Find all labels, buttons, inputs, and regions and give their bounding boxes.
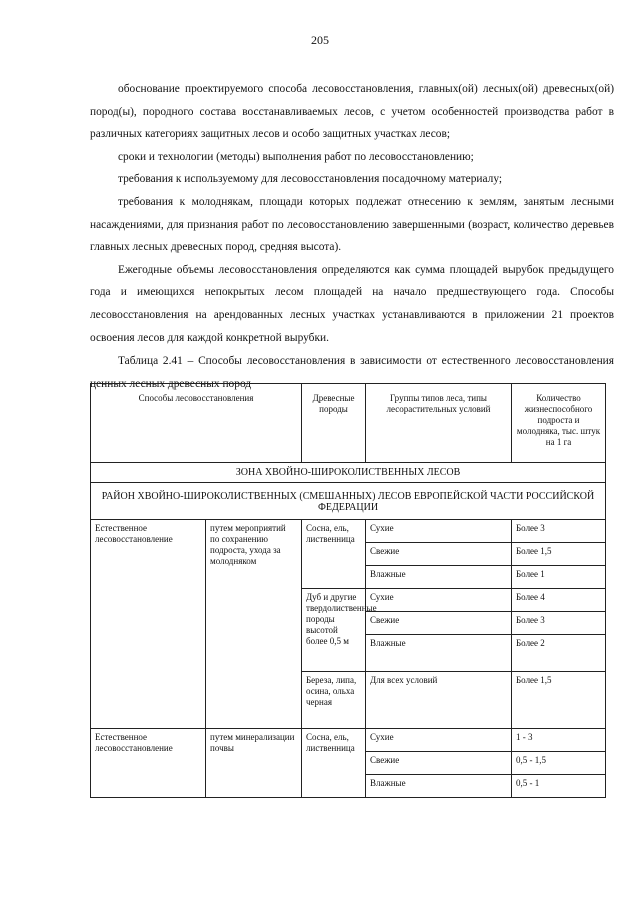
zone-title: ЗОНА ХВОЙНО-ШИРОКОЛИСТВЕННЫХ ЛЕСОВ	[91, 463, 606, 483]
page-number: 205	[311, 33, 329, 47]
condition-cell: Свежие	[366, 752, 512, 775]
species-cell: Дуб и другие твердолиственные породы высотой более 0,5 м	[302, 589, 366, 672]
zone-row	[91, 463, 606, 483]
table-row	[91, 520, 606, 543]
quantity-cell: Более 1	[512, 566, 606, 589]
condition-cell: Сухие	[366, 520, 512, 543]
region-title: РАЙОН ХВОЙНО-ШИРОКОЛИСТВЕННЫХ (СМЕШАННЫХ) ЛЕСОВ ЕВРОПЕЙСКОЙ ЧАСТИ РОССИЙСКОЙ ФЕДЕРАЦИИ	[91, 483, 606, 520]
header-quantity: Количество жизнеспособного подроста и молодняка, тыс. штук на 1 га	[512, 384, 606, 463]
quantity-cell: Более 1,5	[512, 543, 606, 566]
quantity-cell: Более 2	[512, 635, 606, 672]
header-conditions: Группы типов леса, типы лесорастительных условий	[366, 384, 512, 463]
method-cell: Естественное лесовосстановление	[91, 729, 206, 798]
condition-cell: Влажные	[366, 635, 512, 672]
table-caption: Таблица 2.41 – Способы лесовосстановления в зависимости от естественного лесовосстановления ценных лесных древесных пород	[90, 355, 614, 390]
paragraph: сроки и технологии (методы) выполнения работ по лесовосстановлению;	[118, 150, 474, 163]
paragraph: требования к используемому для лесовосстановления посадочному материалу;	[118, 173, 503, 186]
header-method: Способы лесовосстановления	[91, 384, 302, 463]
paragraph: обоснование проектируемого способа лесовосстановления, главных(ой) лесных(ой) древесных(ой) пород(ы), породного состава восстанавливаемых лесов, с учетом особенностей производства работ в различных категориях защитных лесов и особо защитных участках лесов;	[90, 83, 614, 141]
paragraph: требования к молоднякам, площади которых подлежат отнесению к землям, занятым лесными насаждениями, для признания работ по лесовосстановлению завершенными (возраст, количество деревьев главных лесных древесных пород, средняя высота).	[90, 195, 614, 254]
measure-cell: путем мероприятий по сохранению подроста, ухода за молодняком	[206, 520, 302, 729]
table-header-row	[91, 384, 606, 463]
region-row	[91, 483, 606, 520]
species-cell: Сосна, ель, лиственница	[302, 520, 366, 589]
quantity-cell: 0,5 - 1,5	[512, 752, 606, 775]
reforestation-methods-table	[90, 383, 606, 798]
header-species: Древесные породы	[302, 384, 366, 463]
quantity-cell: Более 3	[512, 520, 606, 543]
condition-cell: Сухие	[366, 589, 512, 612]
condition-cell: Влажные	[366, 566, 512, 589]
quantity-cell: Более 3	[512, 612, 606, 635]
method-cell: Естественное лесовосстановление	[91, 520, 206, 729]
condition-cell: Свежие	[366, 612, 512, 635]
quantity-cell: 0,5 - 1	[512, 775, 606, 798]
table-row	[91, 729, 606, 752]
paragraph: Ежегодные объемы лесовосстановления определяются как сумма площадей вырубок предыдущего года и имеющихся непокрытых лесом площадей на начало предшествующего года. Способы лесовосстановления на арендованных лесных участках устанавливаются в приложении 21 проектов освоения лесов для каждой конкретной вырубки.	[90, 263, 614, 344]
body-text	[90, 78, 614, 395]
quantity-cell: Более 1,5	[512, 672, 606, 729]
quantity-cell: Более 4	[512, 589, 606, 612]
condition-cell: Свежие	[366, 543, 512, 566]
condition-cell: Сухие	[366, 729, 512, 752]
species-cell: Береза, липа, осина, ольха черная	[302, 672, 366, 729]
condition-cell: Влажные	[366, 775, 512, 798]
quantity-cell: 1 - 3	[512, 729, 606, 752]
condition-cell: Для всех условий	[366, 672, 512, 729]
measure-cell: путем минерализации почвы	[206, 729, 302, 798]
species-cell: Сосна, ель, лиственница	[302, 729, 366, 798]
